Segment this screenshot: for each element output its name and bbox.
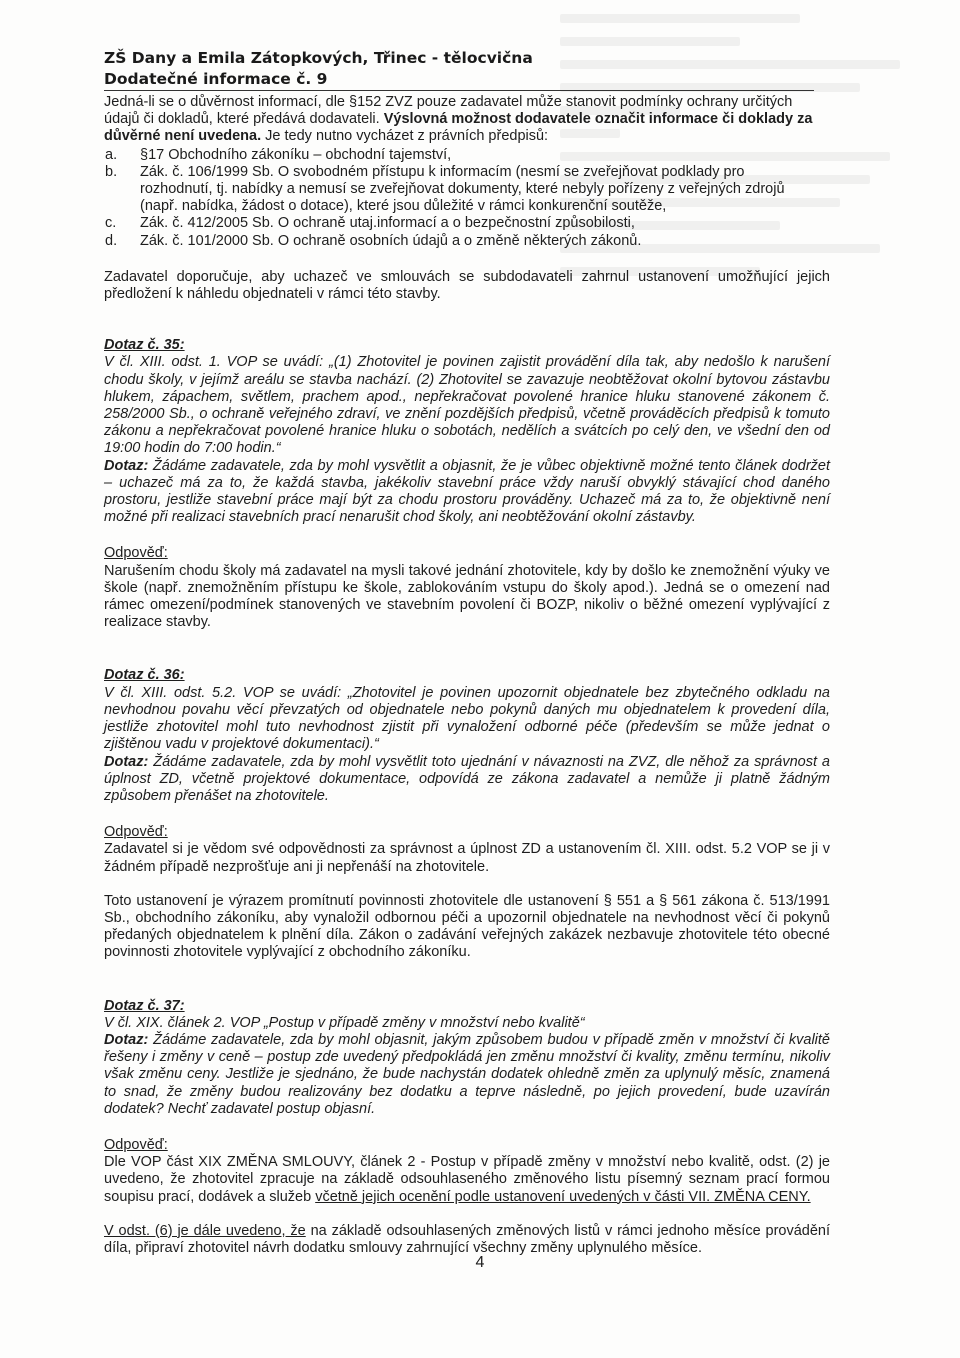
list-item [104,215,830,232]
answer-underlined-text: V odst. (6) je dále uvedeno, že [104,1222,306,1239]
answer-35-heading: Odpověď: [104,545,168,562]
intro-paragraph [104,94,830,146]
list-marker: b. [105,163,118,180]
answer-35-body: Narušením chodu školy má zadavatel na mysli takové jednání zhotovitele, kdy by došlo ke znemožnění výuky ve škole (např. znemožněním přístupu ke škole, zablokováním vstupu do školy apod.). Jedná se o omezení nad rámec omezení/podmínek stanovených ve stavebním povolení či BOZP, nikoliv o běžné omezení vyplývající z realizace stavby. [104,562,830,631]
question-36-heading: Dotaz č. 36: [104,667,185,684]
intro-text: Jedná-li se o důvěrnost informací, dle §152 ZVZ pouze zadavatel může stanovit podmínky ochrany určitých údajů či dokladů, které předává dodavateli. [104,94,793,128]
list-marker: a. [105,146,118,163]
answer-36-body-2: Toto ustanovení je výrazem promítnutí povinnosti zhotovitele dle ustanovení § 551 a § 561 zákona č. 513/1991 Sb., obchodního zákoníku, aby vynaložil odbornou péči a upozornil objednatele na nevhodnost věcí či pokynů předaných objednatelem k plnění díla. Zákon o zadávání veřejných zakázek nezbavuje zhotovitele této obecné povinnosti zhotovitele vyplývající z obchodního zákoníku. [104,892,830,961]
question-35-heading: Dotaz č. 35: [104,337,185,354]
dotaz-text: Žádáme zadavatele, zda by mohl objasnit, jakým způsobem budou v případě změn v množství či kvalitě řešeny i změny v ceně – postup zde uvedený předpokládá jen změnu množství či kvality, změnu termínu, nikoliv však změnu ceny. Jestliže je sjednáno, že bude nachystán dodatek ohledně změn za uplynulý měsíc, znamená to snad, že změny budou realizovány bez dodatku a teprve následně, po jejich provedení, bude uzavírán dodatek? Nechť zadavatel postup objasní. [104,1031,830,1117]
list-text: Zák. č. 106/1999 Sb. O svobodném přístupu k informacím (nesmí se zveřejňovat podklady pro rozhodnutí, tj. nabídky a nemusí se zveřejňovat dokumenty, které nebyly pořízeny z veřejných zdrojů (např. nabídka, žádost o dotace), které jsou důležité v rámci konkurenční soutěže, [140,163,785,215]
answer-37-heading: Odpověď: [104,1136,168,1153]
dotaz-text: Žádáme zadavatele, zda by mohl vysvětlit a objasnit, že je vůbec objektivně možné tento článek dodržet – uchazeč má za to, že každá stavba, jakékoliv stavební práce vždy naruší obvyklý stávající chod daného prostoru, jestliže stavební práce mají být za chodu prostoru prováděny. Uchazeč má za to, že objektivně není možné při realizaci stavebních prací nenarušit chod školy, ani neobtěžování okolní zástavby. [104,457,830,526]
document-subtitle: Dodatečné informace č. 9 [104,69,814,91]
question-37-heading: Dotaz č. 37: [104,997,185,1014]
document-page [104,48,830,1257]
answer-37-body-1 [104,1154,830,1206]
dotaz-label: Dotaz: [104,457,149,474]
list-marker: c. [105,215,117,232]
question-37-body [104,1015,830,1118]
list-item [104,164,830,216]
list-item [104,147,830,164]
list-text: §17 Obchodního zákoníku – obchodní tajemství, [140,146,452,163]
intro-bold-text: Výslovná možnost dodavatele označit informace či doklady za důvěrné není uvedena. [104,111,813,145]
page-number: 4 [475,1254,485,1271]
document-title: ZŠ Dany a Emila Zátopkových, Třinec - tělocvična [104,49,533,67]
intro-tail-text: Je tedy nutno vycházet z právních předpisů: [261,128,549,145]
question-35-body [104,354,830,526]
list-text: Zák. č. 412/2005 Sb. O ochraně utaj.informací a o bezpečnostní způsobilosti, [140,215,635,232]
question-quote: V čl. XIX. článek 2. VOP „Postup v případě změny v množství nebo kvalitě“ [104,1014,585,1031]
list-marker: d. [105,232,118,249]
question-quote: V čl. XIII. odst. 1. VOP se uvádí: „(1) Zhotovitel je povinen zajistit provádění díla tak, aby nedošlo k narušení chodu školy, v jejímž areálu se stavba nachází. (2) Zhotovitel se zavazuje neobtěžovat okolní bytovou zástavbu hlukem, zápachem, světlem, prachem apod., nepřekračovat povolené hranice hluku stanovené zákonem č. 258/2000 Sb., o ochraně veřejného zdraví, ve znění pozdějších předpisů, včetně prováděcích předpisů k tomuto zákonu a nepřekračovat povolené hranice hluku o sobotách, nedělích a svátcích po celý den, ve všední den od 19:00 hodin do 7:00 hodin.“ [104,354,830,457]
list-text: Zák. č. 101/2000 Sb. O ochraně osobních údajů a o změně některých zákonů. [140,232,642,249]
recommendation-paragraph: Zadavatel doporučuje, aby uchazeč ve smlouvách se subdodavateli zahrnul ustanovení umožňující jejich předložení k náhledu objednateli v rámci této stavby. [104,268,830,303]
dotaz-text: Žádáme zadavatele, zda by mohl vysvětlit toto ujednání v návaznosti na ZVZ, dle něhož za správnost a úplnost ZD, včetně projektové dokumentace, odpovídá ze zákona zadavatel a nemůže ji platně žádným způsobem přenášet na zhotovitele. [104,753,830,804]
law-list [104,147,830,250]
answer-underlined-text: včetně jejich ocenění podle ustanovení uvedených v části VII. ZMĚNA CENY. [315,1188,811,1205]
answer-text: na základě odsouhlasených změnových listů v rámci jednoho měsíce provádění díla, připraví zhotovitel návrh dodatku smlouvy zahrnující všechny změny uplynulého měsíce. [104,1222,830,1256]
question-quote: V čl. XIII. odst. 5.2. VOP se uvádí: „Zhotovitel je povinen upozornit objednatele bez zbytečného odkladu na nevhodnou povahu věcí převzatých od objednatele nebo pokynů daných mu objednatelem k provedení díla, jestliže zhotovitel mohl tuto nevhodnost zjistit při vynaložení odborné péče (především se může jednat o zjištěnou vadu v projektové dokumentaci).“ [104,684,830,753]
answer-36-body-1: Zadavatel si je vědom své odpovědnosti za správnost a úplnost ZD a ustanovením čl. XIII. odst. 5.2 VOP se ji v žádném případě nezprošťuje ani ji nepřenáší na zhotovitele. [104,841,830,875]
question-36-body [104,685,830,805]
list-item [104,233,830,250]
dotaz-label: Dotaz: [104,1031,149,1048]
dotaz-label: Dotaz: [104,753,149,770]
answer-text: Dle VOP část XIX ZMĚNA SMLOUVY, článek 2 - Postup v případě změny v množství nebo kvalitě, odst. (2) je uvedeno, že zhotovitel zpracuje na základě odsouhlaseného změnového listu písemný seznam prací formou soupisu prací, dodávek a služeb [104,1154,830,1205]
answer-37-body-2 [104,1223,830,1257]
answer-36-heading: Odpověď: [104,824,168,841]
